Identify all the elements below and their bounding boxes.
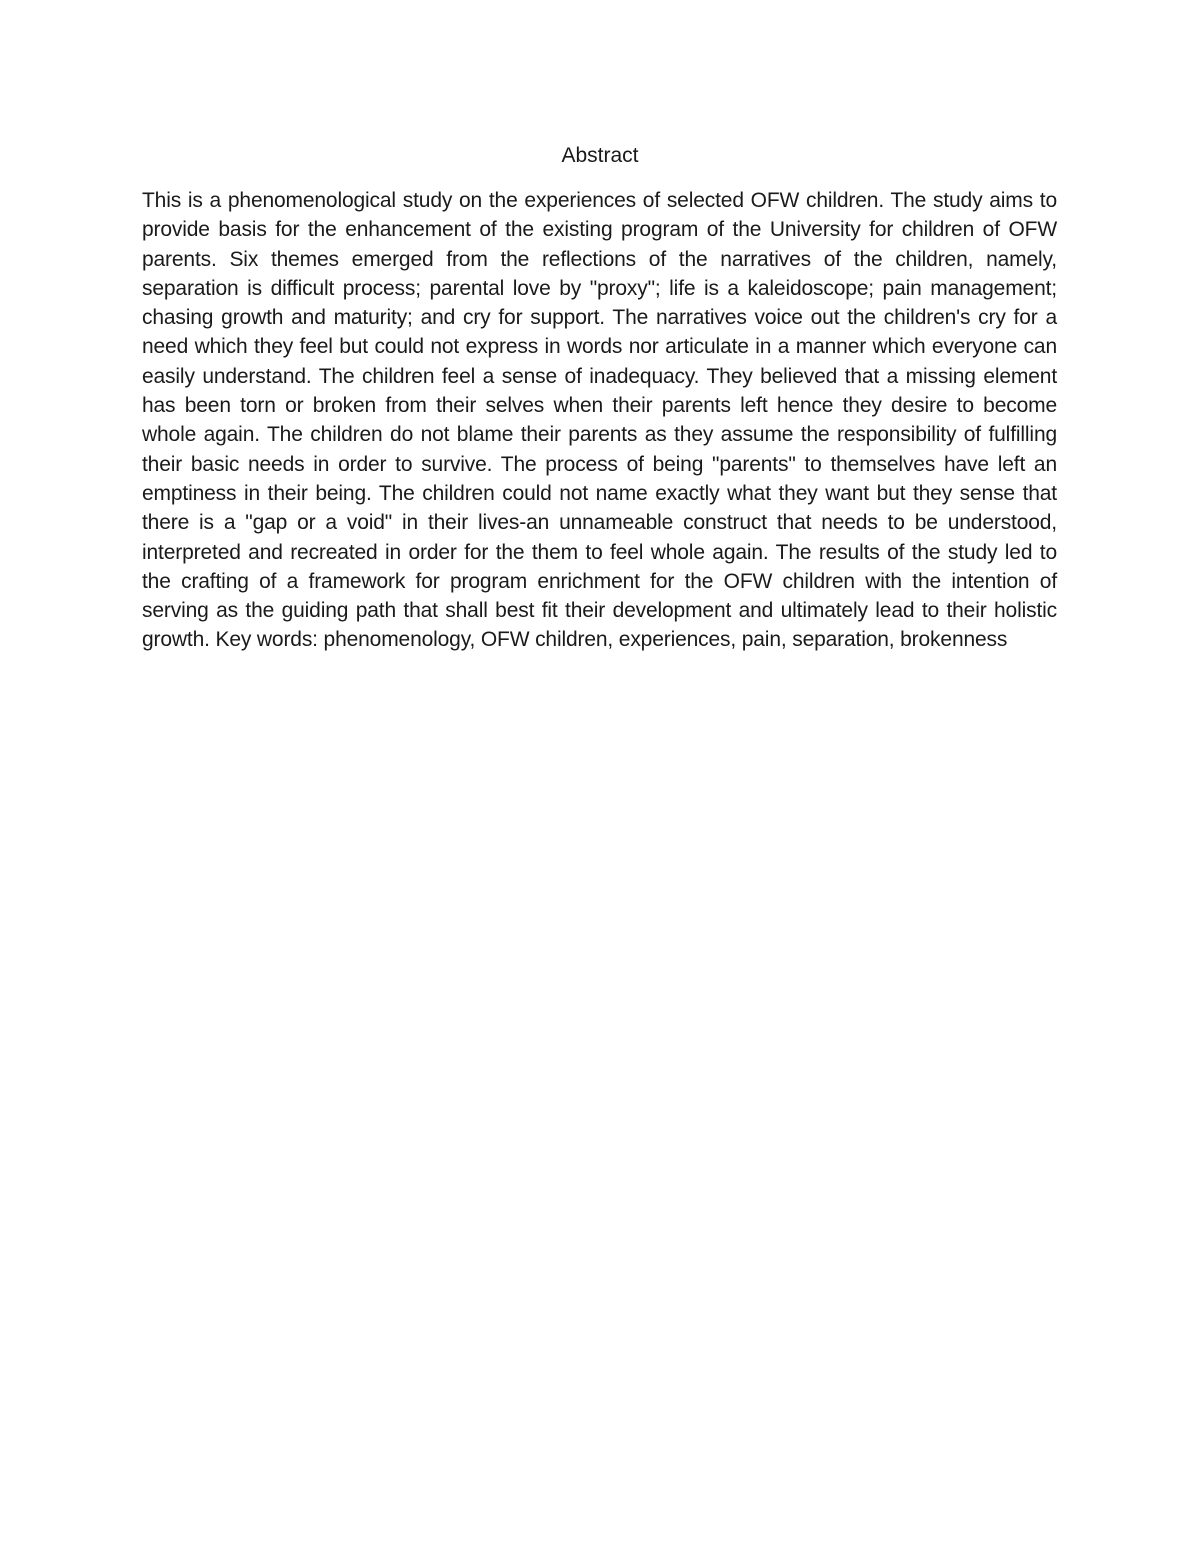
abstract-body: This is a phenomenological study on the experiences of selected OFW children. The study aims to provide basis for the enhancement of the existing program of the University for children of OFW parents. Six themes emerged from the reflections of the narratives of the children, namely, separation is difficult process; parental love by "proxy"; life is a kaleidoscope; pain management; chasing growth and maturity; and cry for support. The narratives voice out the children's cry for a need which they feel but could not express in words nor articulate in a manner which everyone can easily understand. The children feel a sense of inadequacy. They believed that a missing element has been torn or broken from their selves when their parents left hence they desire to become whole again. The children do not blame their parents as they assume the responsibility of fulfilling their basic needs in order to survive. The process of being "parents" to themselves have left an emptiness in their being. The children could not name exactly what they want but they sense that there is a "gap or a void" in their lives-an unnameable construct that needs to be understood, interpreted and recreated in order for the them to feel whole again. The results of the study led to the crafting of a framework for program enrichment for the OFW children with the intention of serving as the guiding path that shall best fit their development and ultimately lead to their holistic growth. Key words: phenomenology, OFW children, experiences, pain, separation, brokenness: [142, 189, 1057, 652]
abstract-heading: Abstract: [561, 144, 639, 167]
